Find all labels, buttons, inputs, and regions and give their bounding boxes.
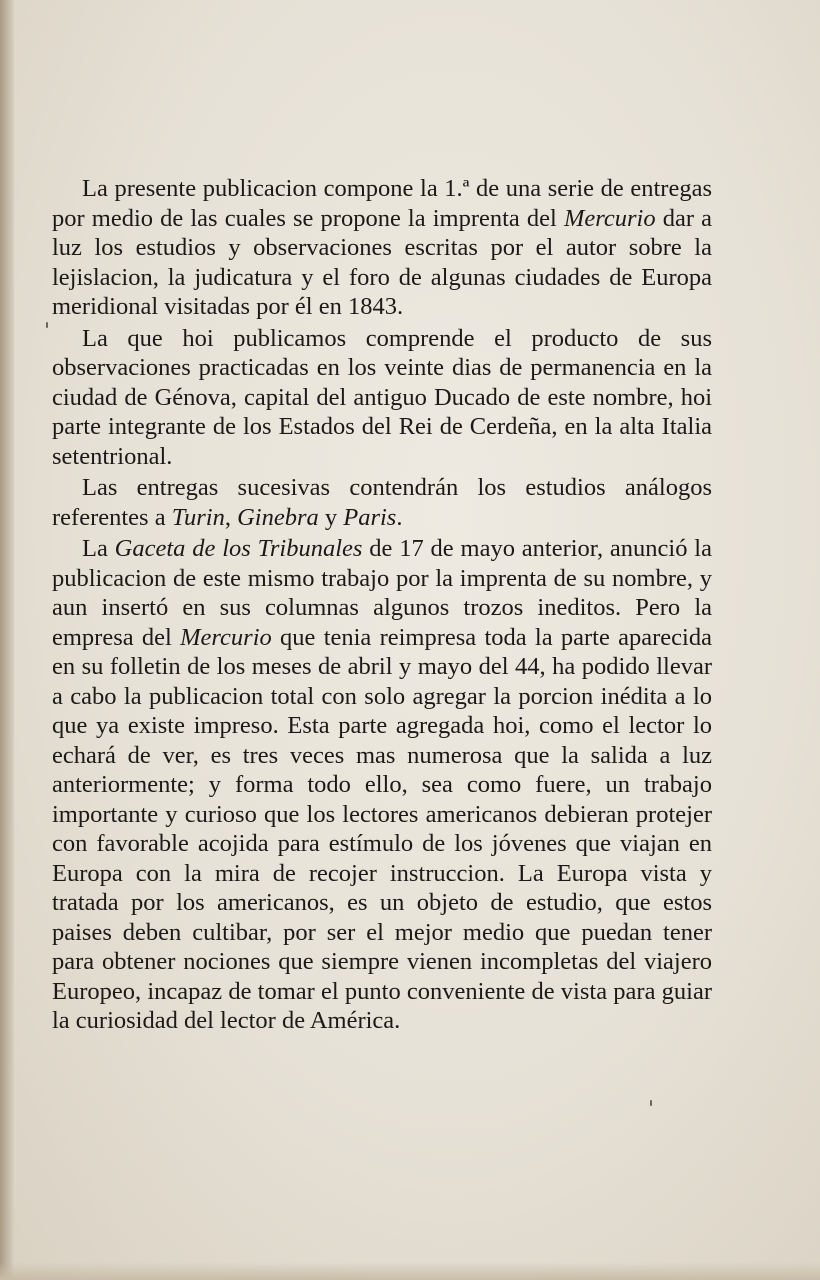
page-left-edge [0,0,14,1280]
page-bottom-edge [0,1262,820,1280]
paragraph: La Gaceta de los Tribunales de 17 de mayo anterior, anunció la publicacion de este mismo trabajo por la imprenta de su nombre, y aun insertó en sus columnas algunos trozos ineditos. Pero la empresa del Mercurio que tenia reimpresa toda la parte aparecida en su folletin de los meses de abril y mayo del 44, ha podido llevar a cabo la publicacion total con solo agregar la porcion inédita a lo que ya existe impreso. Esta parte agregada hoi, como el lector lo echará de ver, es tres veces mas numerosa que la salida a luz anteriormente; y forma todo ello, sea como fuere, un trabajo importante y curioso que los lectores americanos debieran protejer con favorable acojida para estímulo de los jóvenes que viajan en Europa con la mira de recojer instruccion. La Europa vista y tratada por los americanos, es un objeto de estudio, que estos paises deben cultibar, por ser el mejor medio que puedan tener para obtener nociones que siempre vienen incompletas del viajero Europeo, incapaz de tomar el punto conveniente de vista para guiar la curiosidad del lector de América. [52,535,712,1034]
paragraph: La presente publicacion compone la 1.ª de una serie de entregas por medio de las cuales se propone la imprenta del Mercurio dar a luz los estudios y observaciones escritas por el autor sobre la lejislacion, la judicatura y el foro de algunas ciudades de Europa meridional visitadas por él en 1843. [52,175,712,320]
paragraph: La que hoi publicamos comprende el producto de sus observaciones practicadas en los veinte dias de permanencia en la ciudad de Génova, capital del antiguo Ducado de este nombre, hoi parte integrante de los Estados del Rei de Cerdeña, en la alta Italia setentrional. [52,324,712,470]
body-text [52,174,712,1036]
ink-speck [46,322,48,328]
paragraph: Las entregas sucesivas contendrán los estudios análogos referentes a Turin, Ginebra y Paris. [52,474,712,531]
ink-speck [650,1100,652,1106]
